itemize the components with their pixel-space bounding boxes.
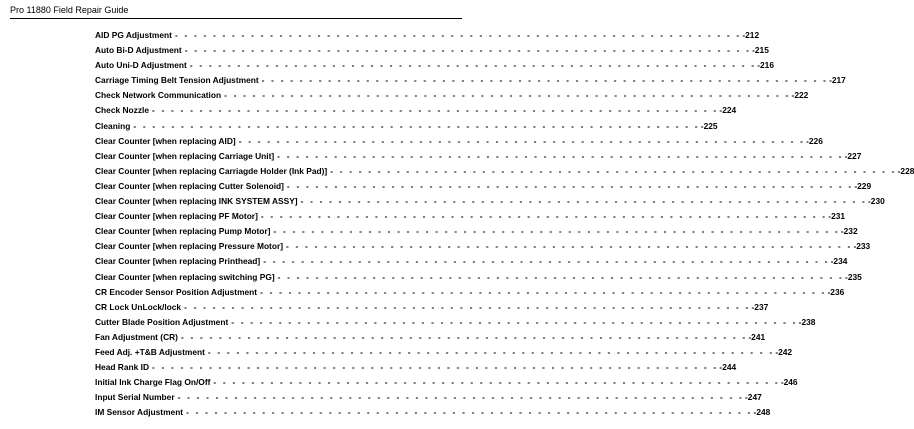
toc-entry-page: -229 — [854, 180, 872, 191]
toc-entry[interactable] — [95, 103, 737, 118]
toc-leader-dots: - - - - - - - - - - - - - - - - - - - - - - - - - - - - - - - - - - - - - - - - - - - - - - - - - - - - - - - - - - - - — [231, 316, 798, 327]
toc-entry-title: Clear Counter [when replacing Pump Motor] — [95, 226, 271, 237]
toc-entry-page: -226 — [806, 135, 823, 146]
toc-entry-title: Check Nozzle — [95, 105, 149, 116]
toc-entry-title: Head Rank ID — [95, 362, 149, 373]
toc-leader-dots: - - - - - - - - - - - - - - - - - - - - - - - - - - - - - - - - - - - - - - - - - - - - - - - - - - - - - - - - - - - - — [184, 301, 751, 312]
toc-entry-page: -227 — [844, 150, 862, 161]
toc-leader-dots: - - - - - - - - - - - - - - - - - - - - - - - - - - - - - - - - - - - - - - - - - - - - - - - - - - - - - - - - - - - - — [152, 105, 719, 116]
toc-leader-dots: - - - - - - - - - - - - - - - - - - - - - - - - - - - - - - - - - - - - - - - - - - - - - - - - - - - - - - - - - - - - — [174, 30, 742, 40]
toc-leader-dots: - - - - - - - - - - - - - - - - - - - - - - - - - - - - - - - - - - - - - - - - - - - - - - - - - - - - - - - - - - - - — [330, 165, 897, 176]
toc-entry[interactable] — [95, 209, 846, 224]
toc-entry[interactable] — [95, 119, 718, 134]
toc-entry-page: -216 — [757, 60, 774, 71]
header-rule — [10, 18, 462, 19]
toc-entry-page: -237 — [751, 301, 769, 312]
toc-leader-dots: - - - - - - - - - - - - - - - - - - - - - - - - - - - - - - - - - - - - - - - - - - - - - - - - - - - - - - - - - - - - — [152, 362, 719, 373]
toc-entry-title: IM Sensor Adjustment — [95, 407, 184, 418]
toc-entry-title: Clear Counter [when replacing Carriage Unit] — [95, 150, 275, 161]
toc-entry-title: Initial Ink Charge Flag On/Off — [95, 377, 211, 388]
toc-leader-dots: - - - - - - - - - - - - - - - - - - - - - - - - - - - - - - - - - - - - - - - - - - - - - - - - - - - - - - - - - - - - — [207, 346, 775, 357]
toc-leader-dots: - - - - - - - - - - - - - - - - - - - - - - - - - - - - - - - - - - - - - - - - - - - - - - - - - - - - - - - - - - - - — [213, 377, 780, 388]
toc-entry-title: Clear Counter [when replacing AID] — [95, 135, 236, 146]
toc-entry-page: -241 — [748, 331, 766, 342]
document-header: Pro 11880 Field Repair Guide — [10, 5, 129, 15]
toc-entry-title: Clear Counter [when replacing INK SYSTEM ASSY] — [95, 196, 298, 207]
toc-entry-page: -217 — [829, 75, 846, 86]
toc-entry-title: Cutter Blade Position Adjustment — [95, 316, 229, 327]
toc-entry-title: CR Encoder Sensor Position Adjustment — [95, 286, 258, 297]
toc-entry[interactable] — [95, 270, 862, 285]
toc-leader-dots: - - - - - - - - - - - - - - - - - - - - - - - - - - - - - - - - - - - - - - - - - - - - - - - - - - - - - - - - - - - - — [186, 407, 753, 418]
toc-entry-page: -234 — [830, 256, 848, 267]
toc-entry[interactable] — [95, 88, 809, 103]
toc-entry-title: Cleaning — [95, 120, 131, 131]
toc-entry[interactable] — [95, 194, 885, 209]
toc-leader-dots: - - - - - - - - - - - - - - - - - - - - - - - - - - - - - - - - - - - - - - - - - - - - - - - - - - - - - - - - - - - - — [184, 45, 752, 56]
toc-entry[interactable] — [95, 360, 737, 375]
toc-leader-dots: - - - - - - - - - - - - - - - - - - - - - - - - - - - - - - - - - - - - - - - - - - - - - - - - - - - - - - - - - - - - — [300, 196, 868, 207]
toc-entry-page: -230 — [868, 196, 885, 207]
toc-entry[interactable] — [95, 285, 845, 300]
toc-entry[interactable] — [95, 345, 793, 360]
toc-entry-title: Clear Counter [when replacing switching PG] — [95, 271, 275, 282]
toc-leader-dots: - - - - - - - - - - - - - - - - - - - - - - - - - - - - - - - - - - - - - - - - - - - - - - - - - - - - - - - - - - - - — [133, 120, 700, 131]
toc-leader-dots: - - - - - - - - - - - - - - - - - - - - - - - - - - - - - - - - - - - - - - - - - - - - - - - - - - - - - - - - - - - - — [238, 135, 806, 146]
toc-leader-dots: - - - - - - - - - - - - - - - - - - - - - - - - - - - - - - - - - - - - - - - - - - - - - - - - - - - - - - - - - - - - — [189, 60, 757, 71]
toc-entry-title: AID PG Adjustment — [95, 30, 172, 40]
toc-entry[interactable] — [95, 254, 848, 269]
table-of-contents — [95, 28, 914, 420]
toc-leader-dots: - - - - - - - - - - - - - - - - - - - - - - - - - - - - - - - - - - - - - - - - - - - - - - - - - - - - - - - - - - - - — [286, 180, 854, 191]
toc-entry-title: Feed Adj. +T&B Adjustment — [95, 346, 205, 357]
toc-entry-page: -242 — [775, 346, 793, 357]
toc-entry[interactable] — [95, 149, 862, 164]
toc-entry-title: CR Lock UnLock/lock — [95, 301, 182, 312]
toc-leader-dots: - - - - - - - - - - - - - - - - - - - - - - - - - - - - - - - - - - - - - - - - - - - - - - - - - - - - - - - - - - - - — [177, 392, 744, 403]
toc-leader-dots: - - - - - - - - - - - - - - - - - - - - - - - - - - - - - - - - - - - - - - - - - - - - - - - - - - - - - - - - - - - - — [286, 241, 853, 252]
toc-entry-title: Input Serial Number — [95, 392, 175, 403]
toc-entry-page: -212 — [742, 30, 760, 40]
toc-entry-title: Clear Counter [when replacing Cutter Solenoid] — [95, 180, 284, 191]
toc-entry-page: -248 — [753, 407, 771, 418]
toc-entry[interactable] — [95, 390, 762, 405]
toc-entry-title: Clear Counter [when replacing Carriagde Holder (Ink Pad)] — [95, 165, 328, 176]
toc-entry-title: Fan Adjustment (CR) — [95, 331, 178, 342]
toc-entry-page: -232 — [840, 226, 858, 237]
toc-leader-dots: - - - - - - - - - - - - - - - - - - - - - - - - - - - - - - - - - - - - - - - - - - - - - - - - - - - - - - - - - - - - — [277, 150, 844, 161]
toc-entry-page: -222 — [791, 90, 809, 101]
toc-entry[interactable] — [95, 43, 769, 58]
toc-leader-dots: - - - - - - - - - - - - - - - - - - - - - - - - - - - - - - - - - - - - - - - - - - - - - - - - - - - - - - - - - - - - — [261, 75, 829, 86]
toc-entry[interactable] — [95, 375, 798, 390]
toc-entry[interactable] — [95, 73, 846, 88]
toc-entry-title: Clear Counter [when replacing Printhead] — [95, 256, 261, 267]
toc-entry[interactable] — [95, 330, 766, 345]
toc-leader-dots: - - - - - - - - - - - - - - - - - - - - - - - - - - - - - - - - - - - - - - - - - - - - - - - - - - - - - - - - - - - - — [277, 271, 845, 282]
toc-entry-title: Check Network Communication — [95, 90, 222, 101]
toc-entry-page: -235 — [845, 271, 862, 282]
toc-entry[interactable] — [95, 179, 872, 194]
toc-entry[interactable] — [95, 58, 774, 73]
toc-entry[interactable] — [95, 239, 871, 254]
toc-entry-page: -238 — [798, 316, 816, 327]
toc-entry[interactable] — [95, 224, 858, 239]
toc-leader-dots: - - - - - - - - - - - - - - - - - - - - - - - - - - - - - - - - - - - - - - - - - - - - - - - - - - - - - - - - - - - - — [263, 256, 830, 267]
toc-entry-title: Clear Counter [when replacing Pressure Motor] — [95, 241, 284, 252]
toc-entry[interactable] — [95, 315, 816, 330]
toc-entry[interactable] — [95, 28, 760, 43]
toc-leader-dots: - - - - - - - - - - - - - - - - - - - - - - - - - - - - - - - - - - - - - - - - - - - - - - - - - - - - - - - - - - - - — [224, 90, 791, 101]
toc-entry-page: -246 — [780, 377, 798, 388]
toc-entry-title: Auto Uni-D Adjustment — [95, 60, 187, 71]
toc-entry-page: -215 — [752, 45, 769, 56]
toc-entry-page: -244 — [719, 362, 737, 373]
toc-entry-page: -224 — [719, 105, 737, 116]
toc-entry-page: -231 — [828, 211, 846, 222]
toc-leader-dots: - - - - - - - - - - - - - - - - - - - - - - - - - - - - - - - - - - - - - - - - - - - - - - - - - - - - - - - - - - - - — [260, 286, 827, 297]
toc-leader-dots: - - - - - - - - - - - - - - - - - - - - - - - - - - - - - - - - - - - - - - - - - - - - - - - - - - - - - - - - - - - - — [273, 226, 840, 237]
toc-entry-title: Carriage Timing Belt Tension Adjustment — [95, 75, 259, 86]
toc-entry-page: -236 — [827, 286, 845, 297]
toc-entry-page: -225 — [700, 120, 718, 131]
toc-entry-page: -247 — [745, 392, 762, 403]
toc-leader-dots: - - - - - - - - - - - - - - - - - - - - - - - - - - - - - - - - - - - - - - - - - - - - - - - - - - - - - - - - - - - - — [260, 211, 828, 222]
toc-entry[interactable] — [95, 300, 769, 315]
toc-entry-page: -228 — [897, 165, 914, 176]
toc-entry[interactable] — [95, 405, 771, 420]
toc-entry-title: Auto Bi-D Adjustment — [95, 45, 182, 56]
toc-entry[interactable] — [95, 134, 823, 149]
toc-entry-page: -233 — [853, 241, 871, 252]
toc-leader-dots: - - - - - - - - - - - - - - - - - - - - - - - - - - - - - - - - - - - - - - - - - - - - - - - - - - - - - - - - - - - - — [180, 331, 748, 342]
toc-entry-title: Clear Counter [when replacing PF Motor] — [95, 211, 258, 222]
toc-entry[interactable] — [95, 164, 914, 179]
